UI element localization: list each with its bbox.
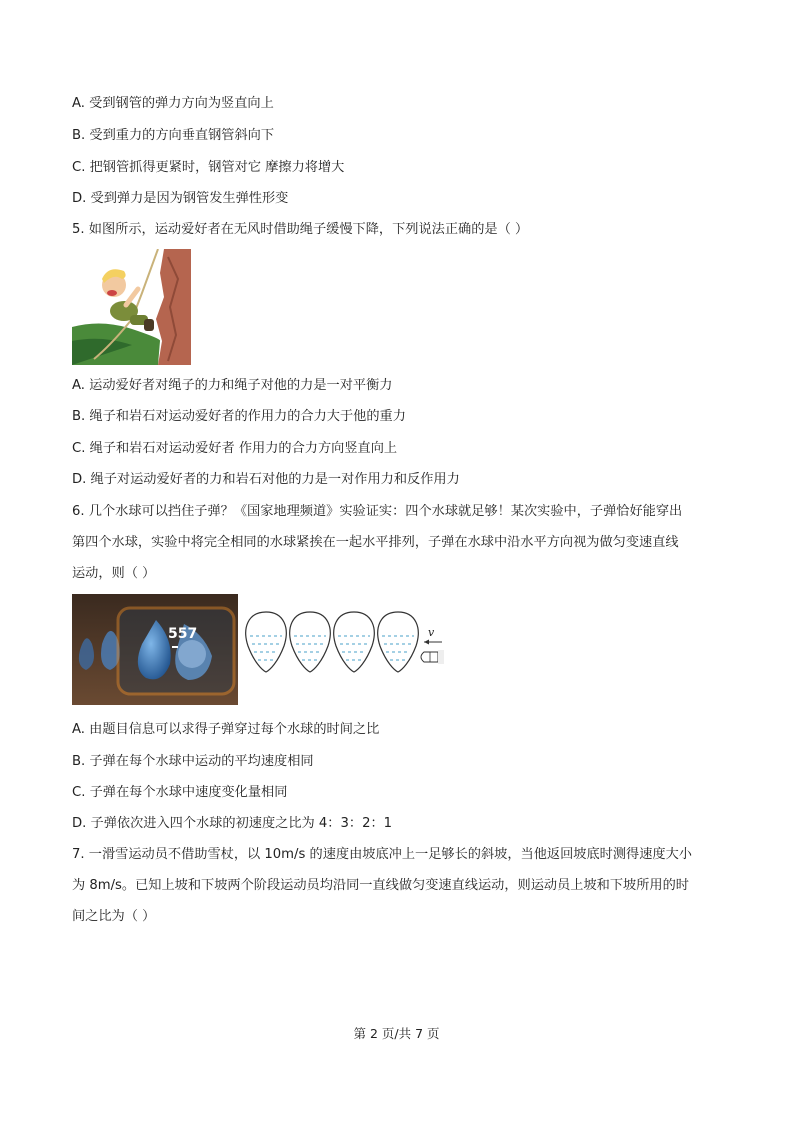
velocity-label: v <box>428 626 435 639</box>
q5-option-d: D. 绳子对运动爱好者的力和岩石对他的力是一对作用力和反作用力 <box>72 472 460 487</box>
q5-option-c: C. 绳子和岩石对运动爱好者 作用力的合力方向竖直向上 <box>72 441 398 456</box>
q7-stem-line1: 7. 一滑雪运动员不借助雪杖，以 10m/s 的速度由坡底冲上一足够长的斜坡，当他返回坡底时测得速度大小 <box>72 847 692 862</box>
q4-option-c: C. 把钢管抓得更紧时，钢管对它 摩擦力将增大 <box>72 160 345 175</box>
q6-option-a: A. 由题目信息可以求得子弹穿过每个水球的时间之比 <box>72 722 380 737</box>
climber-illustration <box>72 249 191 365</box>
q6-option-c: C. 子弹在每个水球中速度变化量相同 <box>72 785 288 800</box>
q5-option-a: A. 运动爱好者对绳子的力和绳子对他的力是一对平衡力 <box>72 378 393 393</box>
q7-stem-line3: 间之比为（ ） <box>72 909 156 924</box>
q6-stem-line2: 第四个水球，实验中将完全相同的水球紧挨在一起水平排列，子弹在水球中沿水平方向视为做匀变速直线 <box>72 535 679 550</box>
q5-stem: 5. 如图所示，运动爱好者在无风时借助绳子缓慢下降，下列说法正确的是（ ） <box>72 222 529 237</box>
q6-option-d: D. 子弹依次进入四个水球的初速度之比为 4：3：2：1 <box>72 816 393 831</box>
photo-counter: 557 <box>168 626 198 642</box>
q4-option-b: B. 受到重力的方向垂直钢管斜向下 <box>72 128 275 143</box>
four-balloons-diagram <box>240 606 448 702</box>
page-footer: 第 2 页/共 7 页 <box>353 1026 440 1041</box>
q4-option-a: A. 受到钢管的弹力方向为竖直向上 <box>72 96 274 111</box>
q5-option-b: B. 绳子和岩石对运动爱好者的作用力的合力大于他的重力 <box>72 409 406 424</box>
q6-stem-line3: 运动，则（ ） <box>72 566 156 581</box>
q4-option-d: D. 受到弹力是因为钢管发生弹性形变 <box>72 191 289 206</box>
q7-stem-line2: 为 8m/s。已知上坡和下坡两个阶段运动员均沿同一直线做匀变速直线运动，则运动员上坡和下坡所用的时 <box>72 878 689 893</box>
q6-option-b: B. 子弹在每个水球中运动的平均速度相同 <box>72 754 314 769</box>
q6-stem-line1: 6. 几个水球可以挡住子弹？《国家地理频道》实验证实：四个水球就足够！某次实验中，子弹恰好能穿出 <box>72 504 683 519</box>
water-balloon-photo <box>72 594 238 705</box>
